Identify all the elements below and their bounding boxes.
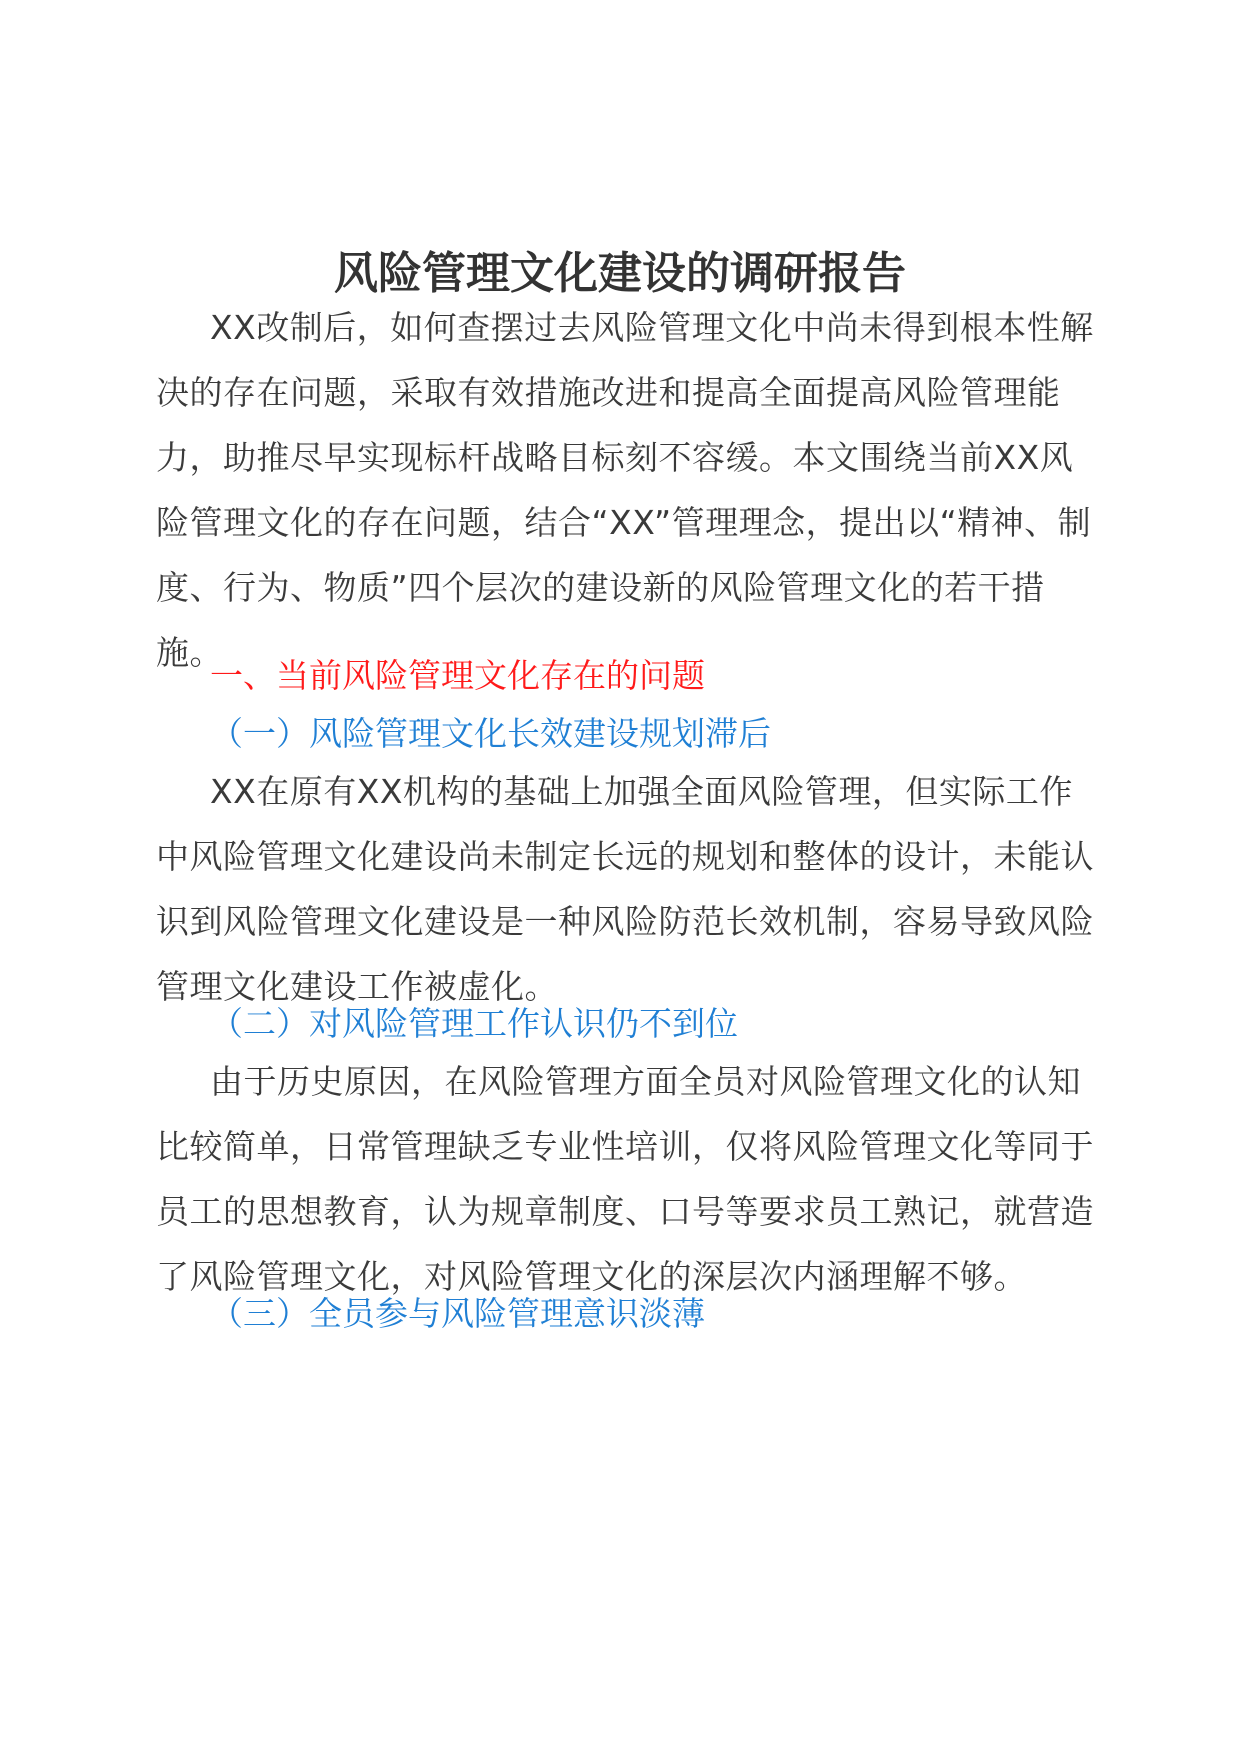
document-title: 风险管理文化建设的调研报告 [334,248,906,299]
subsection-heading-2: （二）对风险管理工作认识仍不到位 [210,1004,738,1043]
subsection-heading-1: （一）风险管理文化长效建设规划滞后 [210,714,771,753]
intro-paragraph: XX改制后，如何查摆过去风险管理文化中尚未得到根本性解决的存在问题，采取有效措施改进和提高全面提高风险管理能力，助推尽早实现标杆战略目标刻不容缓。本文围绕当前XX风险管理文化的存在问题，结合“XX”管理理念，提出以“精神、制度、行为、物质”四个层次的建设新的风险管理文化的若干措施。 [156,308,1094,672]
subsection-paragraph-1: XX在原有XX机构的基础上加强全面风险管理，但实际工作中风险管理文化建设尚未制定长远的规划和整体的设计，未能认识到风险管理文化建设是一种风险防范长效机制，容易导致风险管理文化建设工作被虚化。 [156,772,1094,1006]
subsection-paragraph-2: 由于历史原因，在风险管理方面全员对风险管理文化的认知比较简单，日常管理缺乏专业性培训，仅将风险管理文化等同于员工的思想教育，认为规章制度、口号等要求员工熟记，就营造了风险管理文化，对风险管理文化的深层次内涵理解不够。 [156,1062,1094,1296]
subsection-heading-3: （三）全员参与风险管理意识淡薄 [210,1294,705,1333]
section-heading-1: 一、当前风险管理文化存在的问题 [210,656,705,695]
